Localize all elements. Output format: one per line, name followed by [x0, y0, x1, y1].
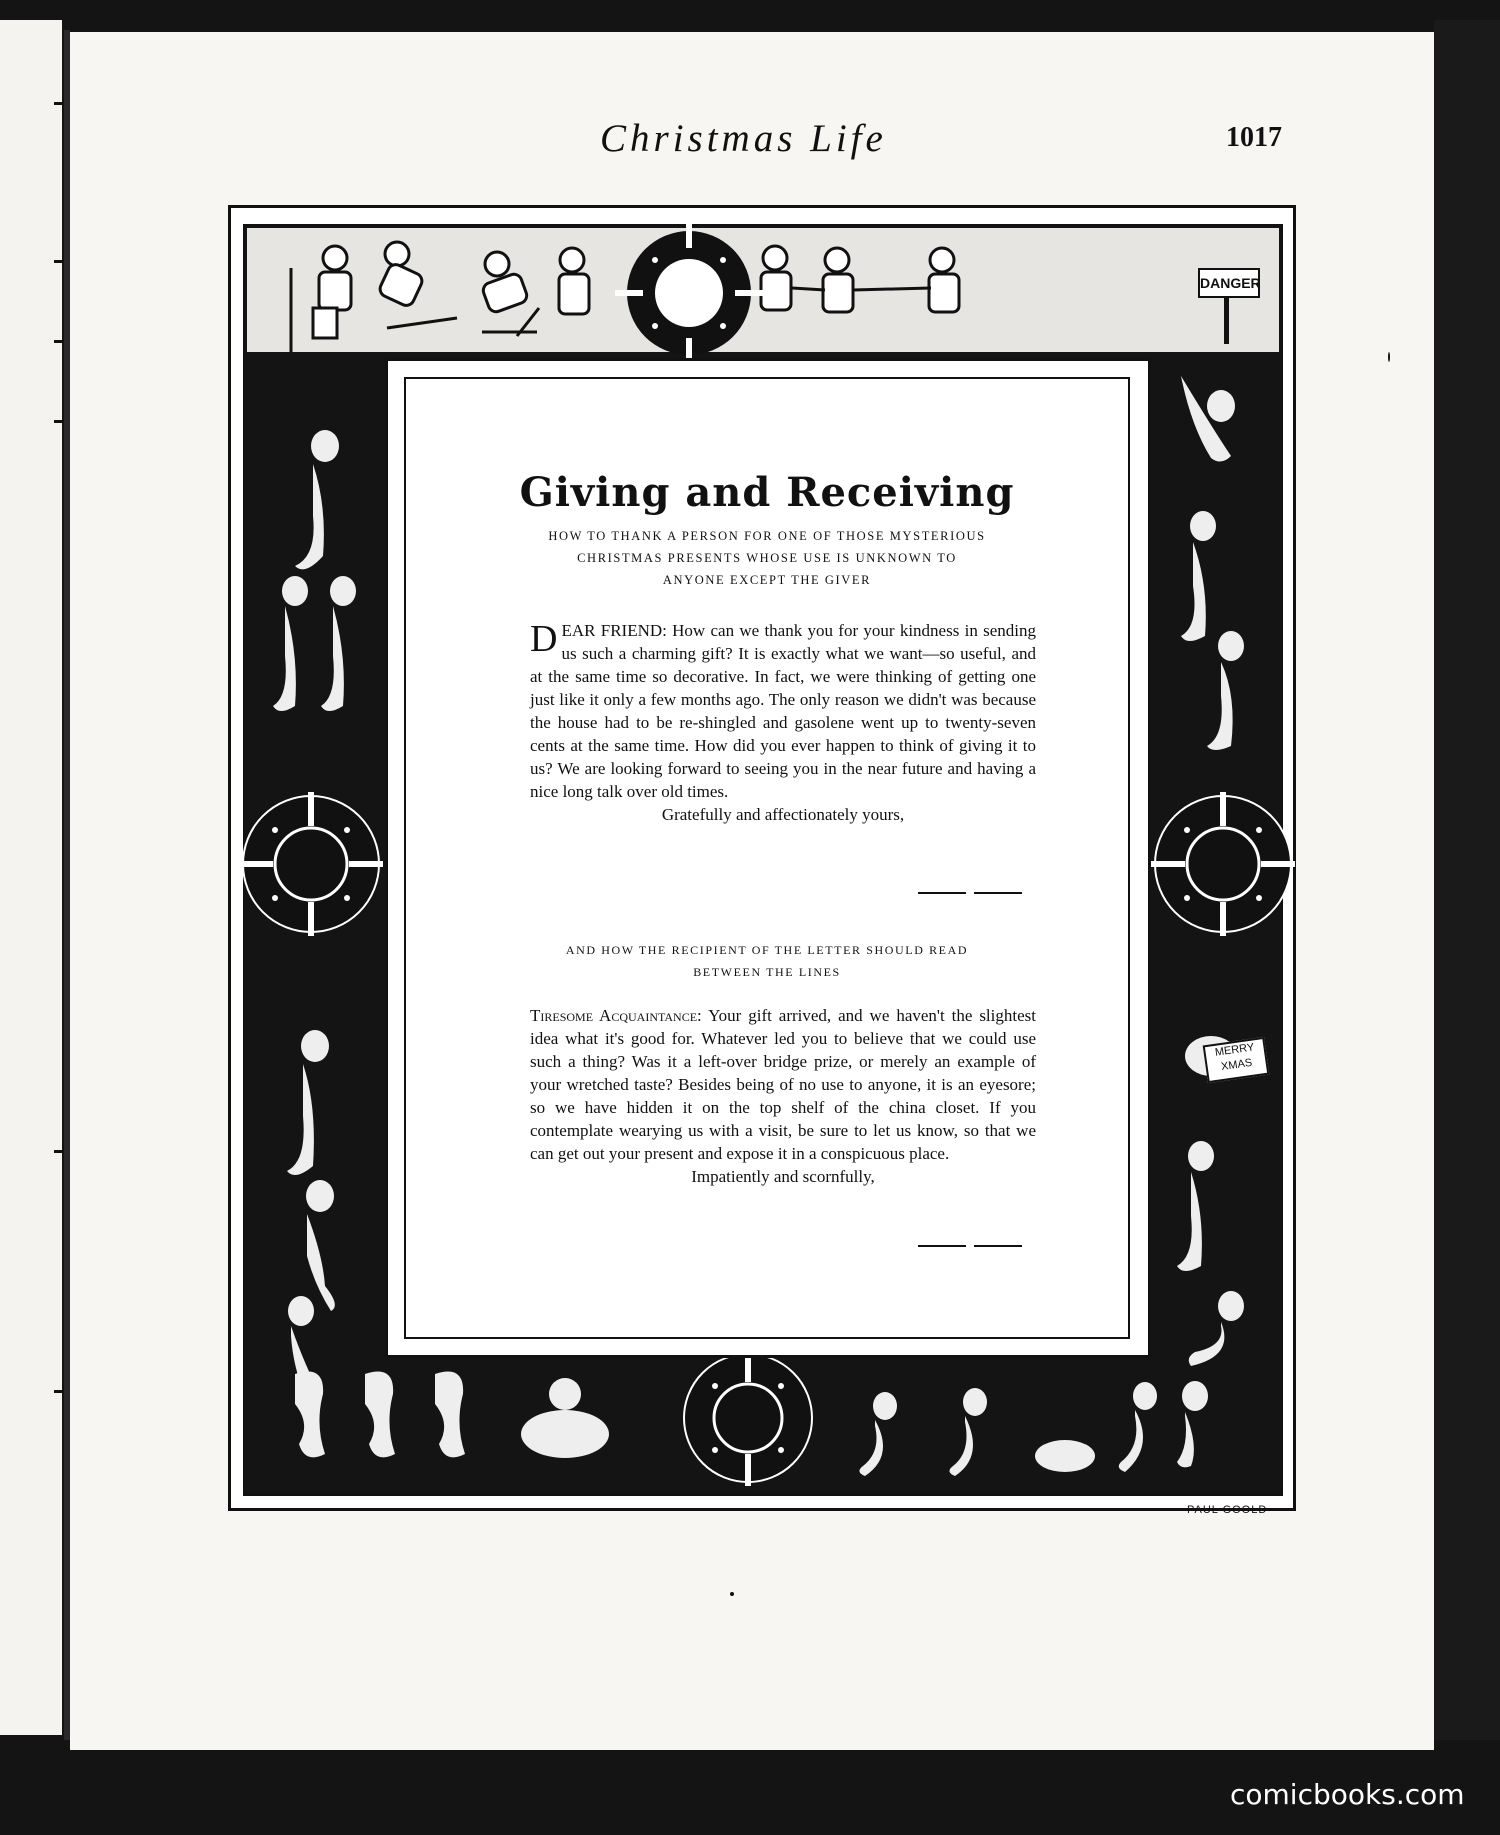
- page-number: 1017: [1226, 122, 1282, 153]
- article-title: Giving and Receiving: [519, 469, 1015, 516]
- skaters-illustration: [247, 228, 1279, 352]
- seahorses-and-santa: [265, 1354, 665, 1494]
- merry-xmas-line: MERRY: [1214, 1041, 1256, 1059]
- letter-between-the-lines: [530, 1004, 1036, 1188]
- signature-dash: [974, 892, 1022, 894]
- merry-xmas-line: XMAS: [1220, 1056, 1253, 1074]
- subtitle-line: ANYONE EXCEPT THE GIVER: [662, 573, 872, 587]
- facing-page-edge: [0, 20, 62, 1735]
- signature-dash: [918, 892, 966, 894]
- mermaids-right-column: [1151, 366, 1271, 1486]
- letter-body: Your gift arrived, and we haven't the slightest idea what it's good for. Whatever led you to believe that we could use such a thing? Was it a left-over bridge prize, or merely an example of your wretched taste? Besides being of no use to anyone, it is an eyesore; so we have hidden it on the top shelf of the china closet. If you contemplate wearying us with a visit, be sure to let us know, so that we can get out your present and expose it in a conspicuous place.: [530, 1006, 1036, 1163]
- subtitle-line: HOW TO THANK A PERSON FOR ONE OF THOSE MYSTERIOUS: [548, 529, 986, 543]
- letter-to-friend: [530, 619, 1036, 826]
- section-heading-line: BETWEEN THE LINES: [693, 965, 841, 979]
- ink-speck: [1388, 352, 1390, 362]
- ink-speck: [730, 1592, 734, 1596]
- danger-sign-post: [1224, 296, 1229, 344]
- letter-closing: Gratefully and affectionately yours,: [661, 805, 905, 824]
- letter-closing: Impatiently and scornfully,: [691, 1167, 875, 1186]
- letter-salutation: Tiresome Acquaintance:: [530, 1006, 702, 1025]
- skating-scene-band: [247, 228, 1279, 352]
- wreath-top: [615, 220, 763, 366]
- scan-dark-edge: [1434, 20, 1500, 1740]
- dark-border-field: [243, 224, 1283, 1516]
- text-panel: [385, 358, 1151, 1358]
- running-title: Christmas Life: [600, 117, 887, 160]
- illustrated-border-frame: [228, 205, 1296, 1516]
- mermaids-left-column: [265, 406, 375, 1486]
- wreath-bottom: [673, 1344, 823, 1492]
- letter-body: How can we thank you for your kindness in sending us such a charming gift? It is exactly what we want—so useful, and at the same time so decorative. In fact, we were thinking of getting one just like it only a few months ago. The only reason we didn't was because the house had to be re-shingled and gasolene went up to twenty-seven cents at the same time. How did you ever happen to think of giving it to us? We are looking forward to seeing you in the near future and having a nice long talk over old times.: [530, 621, 1036, 801]
- watermark: comicbooks.com: [1230, 1778, 1465, 1811]
- signature-dash: [918, 1245, 966, 1247]
- artist-signature: PAUL GOOLD: [1187, 1504, 1268, 1516]
- text-panel-inner: [404, 377, 1130, 1339]
- drop-cap: D: [530, 618, 558, 660]
- letter-salutation: EAR FRIEND:: [561, 621, 667, 640]
- danger-sign: DANGER: [1198, 268, 1260, 298]
- signature-dash: [974, 1245, 1022, 1247]
- mermaids-bottom-right: [845, 1376, 1185, 1496]
- section-heading-line: AND HOW THE RECIPIENT OF THE LETTER SHOULD READ: [565, 943, 969, 957]
- subtitle-line: CHRISTMAS PRESENTS WHOSE USE IS UNKNOWN TO: [577, 551, 957, 565]
